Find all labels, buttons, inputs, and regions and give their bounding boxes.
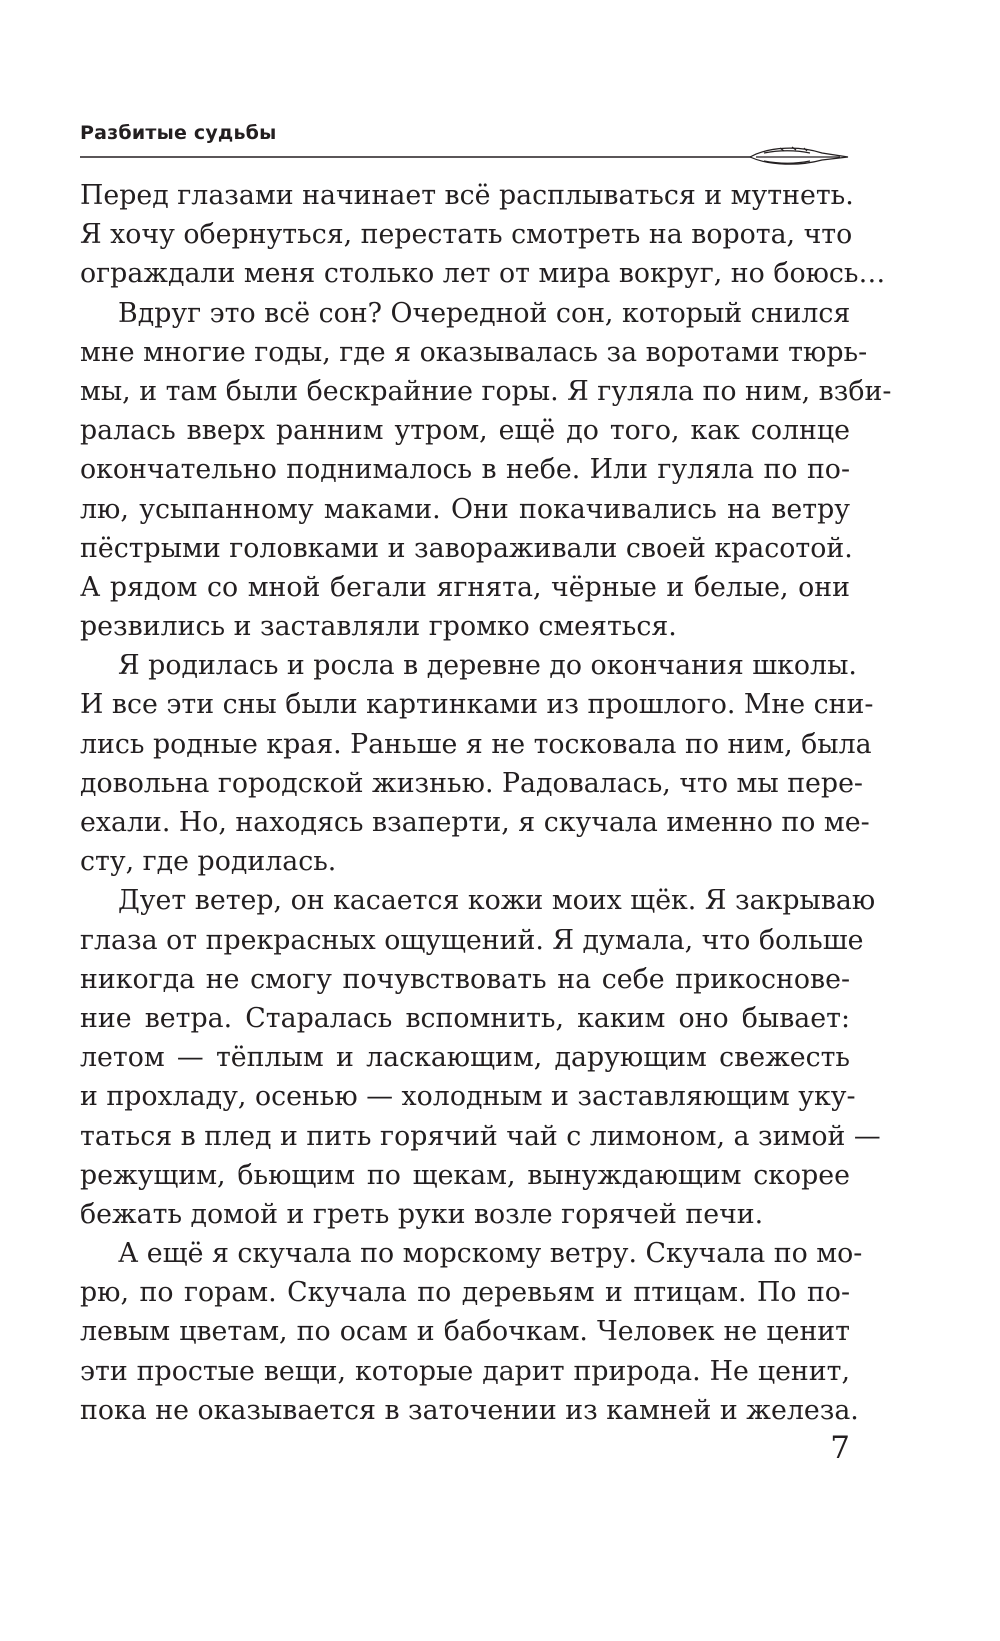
text-line: рю, по горам. Скучала по деревьям и птицам. По по- xyxy=(80,1277,850,1309)
text-line: мы, и там были бескрайние горы. Я гуляла по ним, взби- xyxy=(80,375,892,407)
running-head: Разбитые судьбы xyxy=(80,122,277,144)
paragraph xyxy=(80,294,892,647)
text-line: лись родные края. Раньше я не тосковала по ним, была xyxy=(80,728,872,760)
text-line: и прохладу, осенью — холодным и заставляющим уку- xyxy=(80,1081,856,1113)
text-line: левым цветам, по осам и бабочкам. Человек не ценит xyxy=(80,1316,850,1348)
quill-pen-icon xyxy=(750,147,848,164)
paragraph xyxy=(80,176,886,294)
text-line: сту, где родилась. xyxy=(80,846,337,878)
text-line: ограждали меня столько лет от мира вокруг, но боюсь… xyxy=(80,258,886,290)
text-line: довольна городской жизнью. Радовалась, что мы пере- xyxy=(80,767,863,799)
text-line: глаза от прекрасных ощущений. Я думала, что больше xyxy=(80,924,864,956)
body-text xyxy=(80,176,892,1430)
text-line: бежать домой и греть руки возле горячей печи. xyxy=(80,1198,764,1230)
paragraph xyxy=(80,881,881,1234)
header-rule-with-quill-icon xyxy=(80,144,850,172)
text-line: никогда не смогу почувствовать на себе прикоснове- xyxy=(80,963,850,995)
text-line: И все эти сны были картинками из прошлого. Мне сни- xyxy=(80,689,874,721)
text-line: А рядом со мной бегали ягнята, чёрные и белые, они xyxy=(80,571,850,603)
paragraph xyxy=(80,1234,863,1430)
text-line: Дует ветер, он касается кожи моих щёк. Я закрываю xyxy=(118,885,876,917)
text-line: ехали. Но, находясь взаперти, я скучала именно по ме- xyxy=(80,807,870,838)
text-line: лю, усыпанному маками. Они покачивались на ветру xyxy=(80,493,850,525)
text-line: мне многие годы, где я оказывалась за воротами тюрь- xyxy=(80,336,868,368)
text-line: Я хочу обернуться, перестать смотреть на ворота, что xyxy=(80,219,853,251)
text-line: пёстрыми головками и завораживали своей красотой. xyxy=(80,532,853,564)
text-line: А ещё я скучала по морскому ветру. Скучала по мо- xyxy=(118,1238,863,1270)
text-line: окончательно поднималось в небе. Или гуляла по по- xyxy=(80,454,850,486)
text-line: ралась вверх ранним утром, ещё до того, как солнце xyxy=(80,415,850,447)
text-line: летом — тёплым и ласкающим, дарующим свежесть xyxy=(80,1042,850,1074)
text-line: Перед глазами начинает всё расплываться и мутнеть. xyxy=(80,180,854,211)
text-line: пока не оказывается в заточении из камней и железа. xyxy=(80,1394,859,1426)
text-line: режущим, бьющим по щекам, вынуждающим скорее xyxy=(80,1159,850,1191)
page-number: 7 xyxy=(830,1430,850,1466)
paragraph xyxy=(80,646,874,881)
text-line: Я родилась и росла в деревне до окончания школы. xyxy=(118,650,857,682)
text-line: резвились и заставляли громко смеяться. xyxy=(80,611,677,643)
text-line: таться в плед и пить горячий чай с лимоном, а зимой — xyxy=(80,1120,881,1152)
text-line: Вдруг это всё сон? Очередной сон, который снился xyxy=(118,297,851,329)
text-line: эти простые вещи, которые дарит природа. Не ценит, xyxy=(80,1355,850,1387)
text-line: ние ветра. Старалась вспомнить, каким оно бывает: xyxy=(80,1002,850,1034)
